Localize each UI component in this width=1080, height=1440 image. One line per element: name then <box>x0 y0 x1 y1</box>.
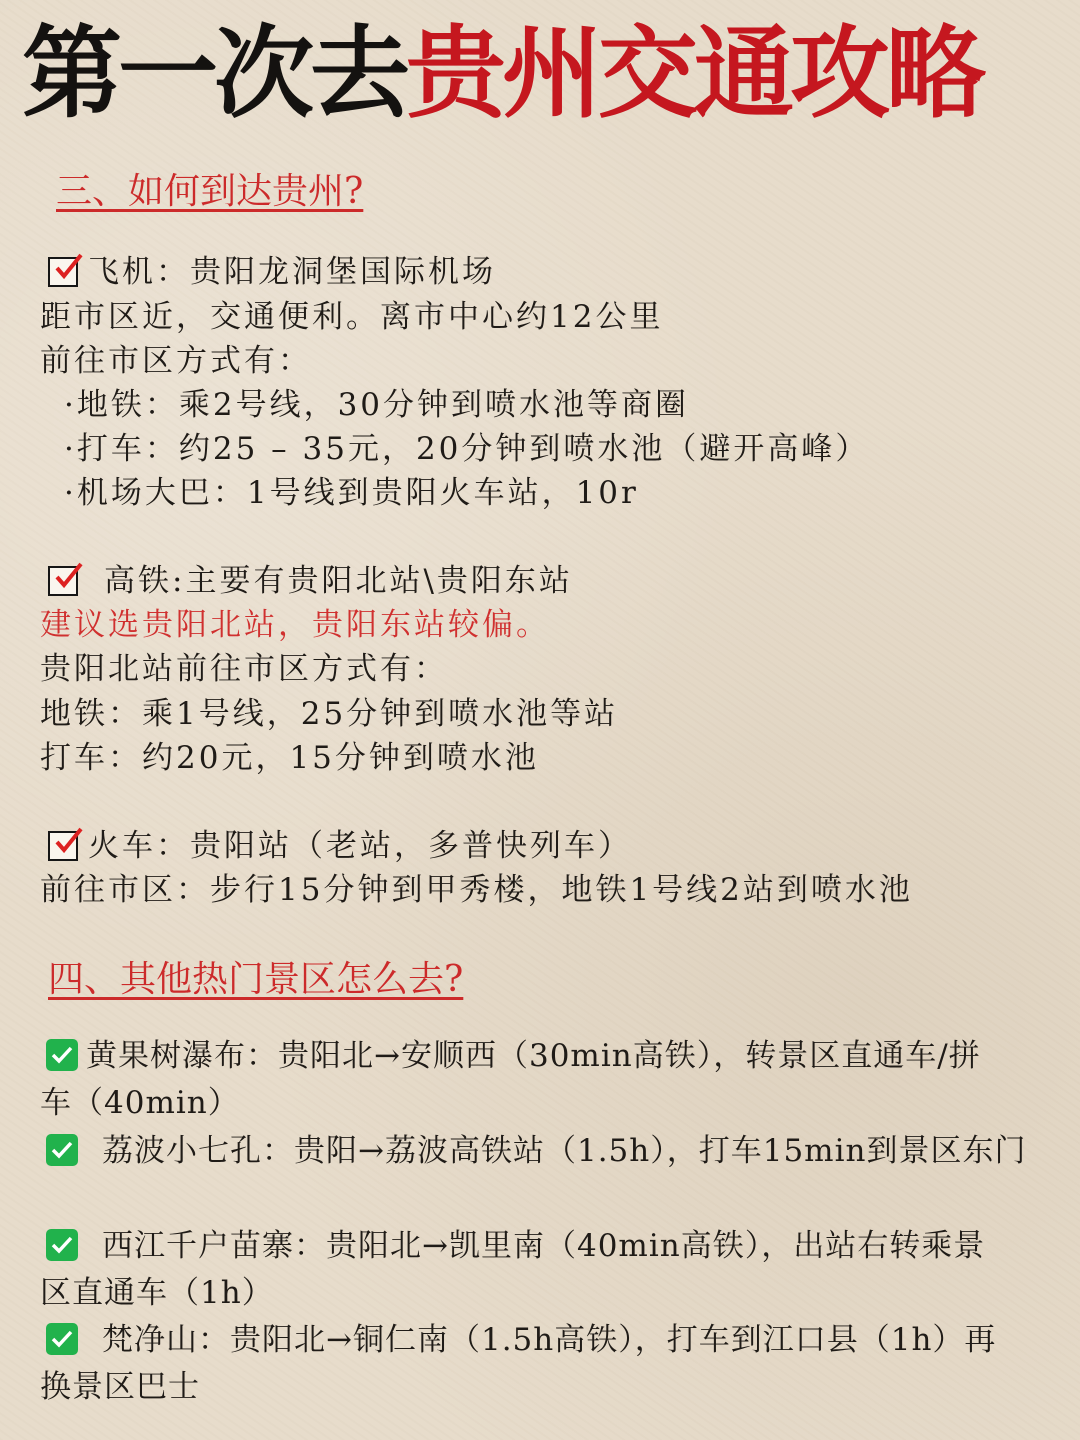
spot-huangguoshu-cont: 车（40min） <box>40 1085 240 1121</box>
section4-heading: 四、其他热门景区怎么去? <box>48 959 464 1000</box>
green-check-icon <box>46 1323 78 1355</box>
plane-item-taxi: ·打车：约25 – 35元，20分钟到喷水池（避开高峰） <box>64 431 870 467</box>
plane-item-bus: ·机场大巴：1号线到贵阳火车站，10r <box>64 475 639 511</box>
green-check-icon <box>46 1134 78 1166</box>
green-check-icon <box>46 1039 78 1071</box>
plane-line2: 前往市区方式有： <box>40 343 312 379</box>
spot-xijiang: 西江千户苗寨：贵阳北→凯里南（40min高铁），出站右转乘景 <box>46 1224 985 1268</box>
hsr-line1: 贵阳北站前往市区方式有： <box>40 651 448 687</box>
spot-libo: 荔波小七孔：贵阳→荔波高铁站（1.5h），打车15min到景区东门 <box>46 1129 1026 1173</box>
spot-xijiang-cont: 区直通车（1h） <box>40 1275 274 1311</box>
green-check-icon <box>46 1229 78 1261</box>
title-red: 贵州交通攻略 <box>406 14 982 132</box>
plane-label: 飞机：贵阳龙洞堡国际机场 <box>48 252 496 292</box>
plane-line1: 距市区近，交通便利。离市中心约12公里 <box>40 299 664 335</box>
train-line1: 前往市区：步行15分钟到甲秀楼，地铁1号线2站到喷水池 <box>40 872 913 908</box>
spot-fanjingshan-cont: 换景区巴士 <box>40 1369 200 1405</box>
hsr-line2: 地铁：乘1号线，25分钟到喷水池等站 <box>40 696 619 732</box>
train-label: 火车：贵阳站（老站，多普快列车） <box>48 826 632 866</box>
hsr-tip: 建议选贵阳北站，贵阳东站较偏。 <box>40 607 550 643</box>
section3-heading: 三、如何到达贵州? <box>56 171 364 212</box>
spot-fanjingshan: 梵净山：贵阳北→铜仁南（1.5h高铁），打车到江口县（1h）再 <box>46 1318 996 1362</box>
hsr-label: 高铁:主要有贵阳北站\贵阳东站 <box>48 561 573 601</box>
checkbox-icon <box>48 566 78 596</box>
spot-huangguoshu: 黄果树瀑布：贵阳北→安顺西（30min高铁），转景区直通车/拼 <box>46 1034 981 1078</box>
checkbox-icon <box>48 831 78 861</box>
hsr-line3: 打车：约20元，15分钟到喷水池 <box>40 740 539 776</box>
checkbox-icon <box>48 257 78 287</box>
plane-item-metro: ·地铁：乘2号线，30分钟到喷水池等商圈 <box>64 387 690 423</box>
title-dark: 第一次去 <box>22 14 406 132</box>
page-title <box>22 14 1072 132</box>
